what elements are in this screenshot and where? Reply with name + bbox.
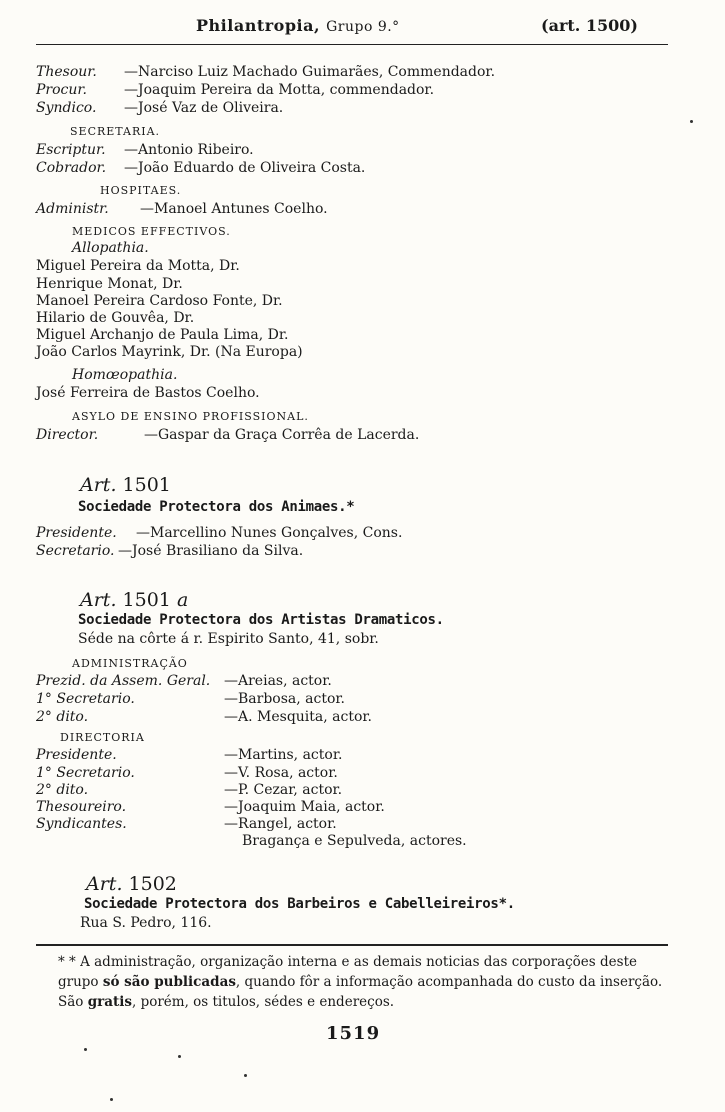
entry-role: Presidente. <box>36 747 117 763</box>
entry-role: 1° Secretario. <box>36 765 135 781</box>
entry-1-secretario <box>36 764 338 782</box>
entry-secretario <box>36 542 303 560</box>
entry-text: —João Eduardo de Oliveira Costa. <box>124 160 366 176</box>
entry-text: —José Brasiliano da Silva. <box>118 543 304 559</box>
entry-text: —A. Mesquita, actor. <box>224 709 372 725</box>
article-number: 1502 <box>128 873 177 895</box>
section-heading-medicos: MEDICOS EFFECTIVOS. <box>72 225 231 238</box>
entry-role: Cobrador. <box>36 160 107 176</box>
footnote-star: * * <box>58 954 76 970</box>
section-heading-hospitaes: HOSPITAES. <box>100 184 182 197</box>
entry-role: Escriptur. <box>36 142 106 158</box>
entry-role: Syndicantes. <box>36 816 127 832</box>
list-item: Miguel Pereira da Motta, Dr. <box>36 258 240 274</box>
entry-text: —Marcellino Nunes Gonçalves, Cons. <box>136 525 403 541</box>
entry-role: Procur. <box>36 82 88 98</box>
entry-role: Syndico. <box>36 100 97 116</box>
ink-speck <box>178 1055 181 1058</box>
list-item: João Carlos Mayrink, Dr. (Na Europa) <box>36 344 303 360</box>
entry-text: —Narciso Luiz Machado Guimarães, Commendador. <box>124 64 496 80</box>
article-number-1501a <box>80 589 188 611</box>
entry-role: Presidente. <box>36 525 117 541</box>
article-number: 1501 <box>122 589 171 611</box>
entry-text: —P. Cezar, actor. <box>224 782 343 798</box>
entry-prezid <box>36 672 332 690</box>
section-heading-administracao: ADMINISTRAÇÃO <box>72 657 188 670</box>
entry-role: 1° Secretario. <box>36 691 135 707</box>
entry-text: —Antonio Ribeiro. <box>124 142 254 158</box>
article-label: Art. <box>86 873 123 895</box>
footnote-part3: , porém, os titulos, sédes e endereços. <box>131 994 395 1010</box>
article-number-1502 <box>86 873 177 895</box>
entry-text: —Joaquim Pereira da Motta, commendador. <box>124 82 435 98</box>
entry-presidente <box>36 524 402 542</box>
entry-text: —Martins, actor. <box>224 747 343 763</box>
subheading-allopathia: Allopathia. <box>72 240 149 256</box>
entry-cobrador <box>36 159 365 177</box>
entry-text: —Joaquim Maia, actor. <box>224 799 385 815</box>
entry-role: Thesoureiro. <box>36 799 127 815</box>
article-number-1501 <box>80 474 171 496</box>
section-heading-directoria: DIRECTORIA <box>60 731 145 744</box>
entry-procur <box>36 81 434 99</box>
section-heading-asylo: ASYLO DE ENSINO PROFISSIONAL. <box>72 410 309 423</box>
footnote-bold1: só são publicadas <box>102 974 236 990</box>
entry-text: —Barbosa, actor. <box>224 691 345 707</box>
list-item: Hilario de Gouvêa, Dr. <box>36 310 195 326</box>
entry-text: —Areias, actor. <box>224 673 332 689</box>
society-title-artistas: Sociedade Protectora dos Artistas Dramaticos. <box>78 612 444 628</box>
entry-role: Secretario. <box>36 543 115 559</box>
subheading-homoeopathia: Homœopathia. <box>72 367 178 383</box>
entry-text: —Manoel Antunes Coelho. <box>140 201 328 217</box>
footnote-bold2: gratis <box>87 994 132 1010</box>
footnote-part2: , quando fôr a informação acompanhada do custo da inserção. São <box>58 974 663 1010</box>
entry-administr <box>36 200 328 218</box>
entry-role: Administr. <box>36 201 109 217</box>
list-item: Manoel Pereira Cardoso Fonte, Dr. <box>36 293 283 309</box>
entry-syndicantes <box>36 815 337 833</box>
society-title-barbeiros: Sociedade Protectora dos Barbeiros e Cabelleireiros*. <box>84 896 515 912</box>
header-rule <box>36 44 668 45</box>
ink-speck <box>244 1074 247 1077</box>
article-number: 1501 <box>122 474 171 496</box>
list-item: Henrique Monat, Dr. <box>36 276 183 292</box>
entry-role: Thesour. <box>36 64 97 80</box>
article-suffix: a <box>176 589 189 611</box>
society-title-animaes: Sociedade Protectora dos Animaes.* <box>78 499 355 515</box>
entry-text: —V. Rosa, actor. <box>224 765 338 781</box>
entry-2-dito <box>36 708 372 726</box>
list-item: José Ferreira de Bastos Coelho. <box>36 385 260 401</box>
list-item: Miguel Archanjo de Paula Lima, Dr. <box>36 327 289 343</box>
footnote-part1: A administração, organização interna e as demais noticias das corporações deste grupo <box>58 954 637 990</box>
entry-1-secretario <box>36 690 345 708</box>
entry-syndico <box>36 99 283 117</box>
society-address: Rua S. Pedro, 116. <box>80 915 212 931</box>
footnote-rule <box>36 944 668 946</box>
footnote <box>58 952 670 1012</box>
entry-presidente <box>36 746 342 764</box>
section-heading-secretaria: SECRETARIA. <box>70 125 161 138</box>
entry-role: Prezid. da Assem. Geral. <box>36 673 211 689</box>
entry-text: —José Vaz de Oliveira. <box>124 100 284 116</box>
header-title-text: Philantropia, <box>196 16 321 35</box>
entry-director <box>36 426 419 444</box>
entry-continuation: Bragança e Sepulveda, actores. <box>242 833 467 849</box>
ink-speck <box>690 120 693 123</box>
running-header-title <box>196 16 400 35</box>
entry-escriptur <box>36 141 254 159</box>
entry-role: Director. <box>36 427 99 443</box>
entry-2-dito <box>36 781 342 799</box>
page-number: 1519 <box>326 1023 381 1044</box>
ink-speck <box>110 1098 113 1101</box>
society-address: Séde na côrte á r. Espirito Santo, 41, sobr. <box>78 631 379 647</box>
article-label: Art. <box>80 589 117 611</box>
header-grupo: Grupo 9.° <box>326 19 400 35</box>
entry-text: —Rangel, actor. <box>224 816 337 832</box>
entry-role: 2° dito. <box>36 709 89 725</box>
entry-thesour <box>36 63 495 81</box>
entry-thesoureiro <box>36 798 385 816</box>
entry-text: —Gaspar da Graça Corrêa de Lacerda. <box>144 427 420 443</box>
ink-speck <box>84 1048 87 1051</box>
article-label: Art. <box>80 474 117 496</box>
header-article-ref: (art. 1500) <box>541 16 638 35</box>
entry-role: 2° dito. <box>36 782 89 798</box>
